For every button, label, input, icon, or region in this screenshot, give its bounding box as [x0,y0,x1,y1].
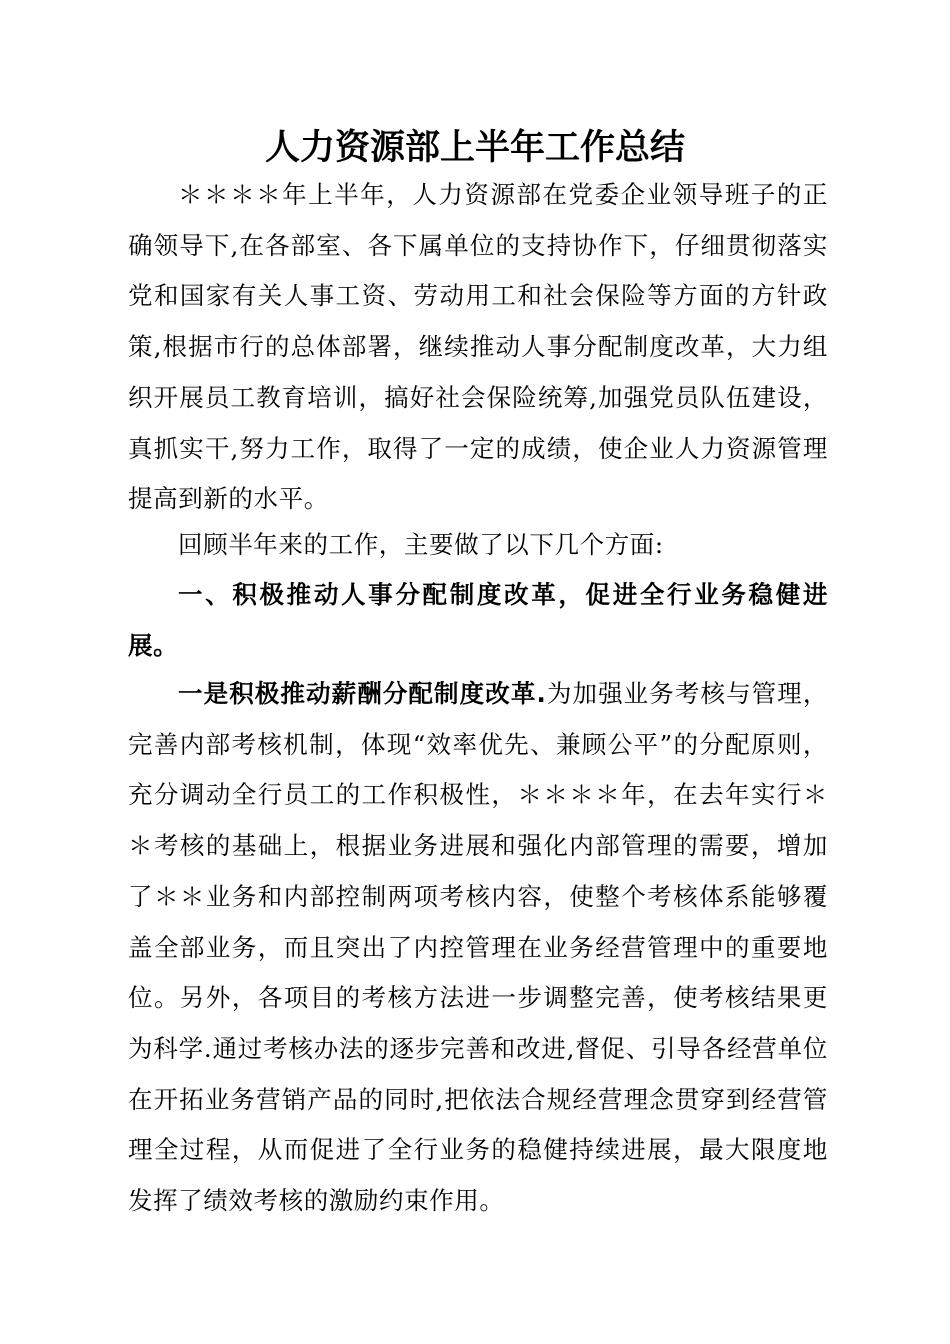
intro-paragraph: ＊＊＊＊年上半年，人力资源部在党委企业领导班子的正确领导下,在各部室、各下属单位的支持协作下，仔细贯彻落实党和国家有关人事工资、劳动用工和社会保险等方面的方针政策,根据市行的总体部署，继续推动人事分配制度改革，大力组织开展员工教育培训，搞好社会保险统筹,加强党员队伍建设，真抓实干,努力工作，取得了一定的成绩，使企业人力资源管理提高到新的水平。 [128,180,828,514]
review-paragraph: 回顾半年来的工作，主要做了以下几个方面: [178,530,664,559]
section-1-item-1-paragraph [128,669,828,1227]
section-1-heading: 一、积极推动人事分配制度改革，促进全行业务稳健进展。 [128,580,828,660]
section-1-item-1-body: 为加强业务考核与管理，完善内部考核机制，体现“效率优先、兼顾公平”的分配原则，充分调动全行员工的工作积极性，＊＊＊＊年，在去年实行＊＊考核的基础上，根据业务进展和强化内部管理的需要，增加了＊＊业务和内部控制两项考核内容，使整个考核体系能够覆盖全部业务，而且突出了内控管理在业务经营管理中的重要地位。另外，各项目的考核方法进一步调整完善，使考核结果更为科学.通过考核办法的逐步完善和改进,督促、引导各经营单位在开拓业务营销产品的同时,把依法合规经营理念贯穿到经营管理全过程，从而促进了全行业务的稳健持续进展，最大限度地发挥了绩效考核的激励约束作用。 [128,679,828,1216]
document-title: 人力资源部上半年工作总结 [264,128,685,168]
section-1-item-1-lead: 一是积极推动薪酬分配制度改革. [178,679,547,708]
